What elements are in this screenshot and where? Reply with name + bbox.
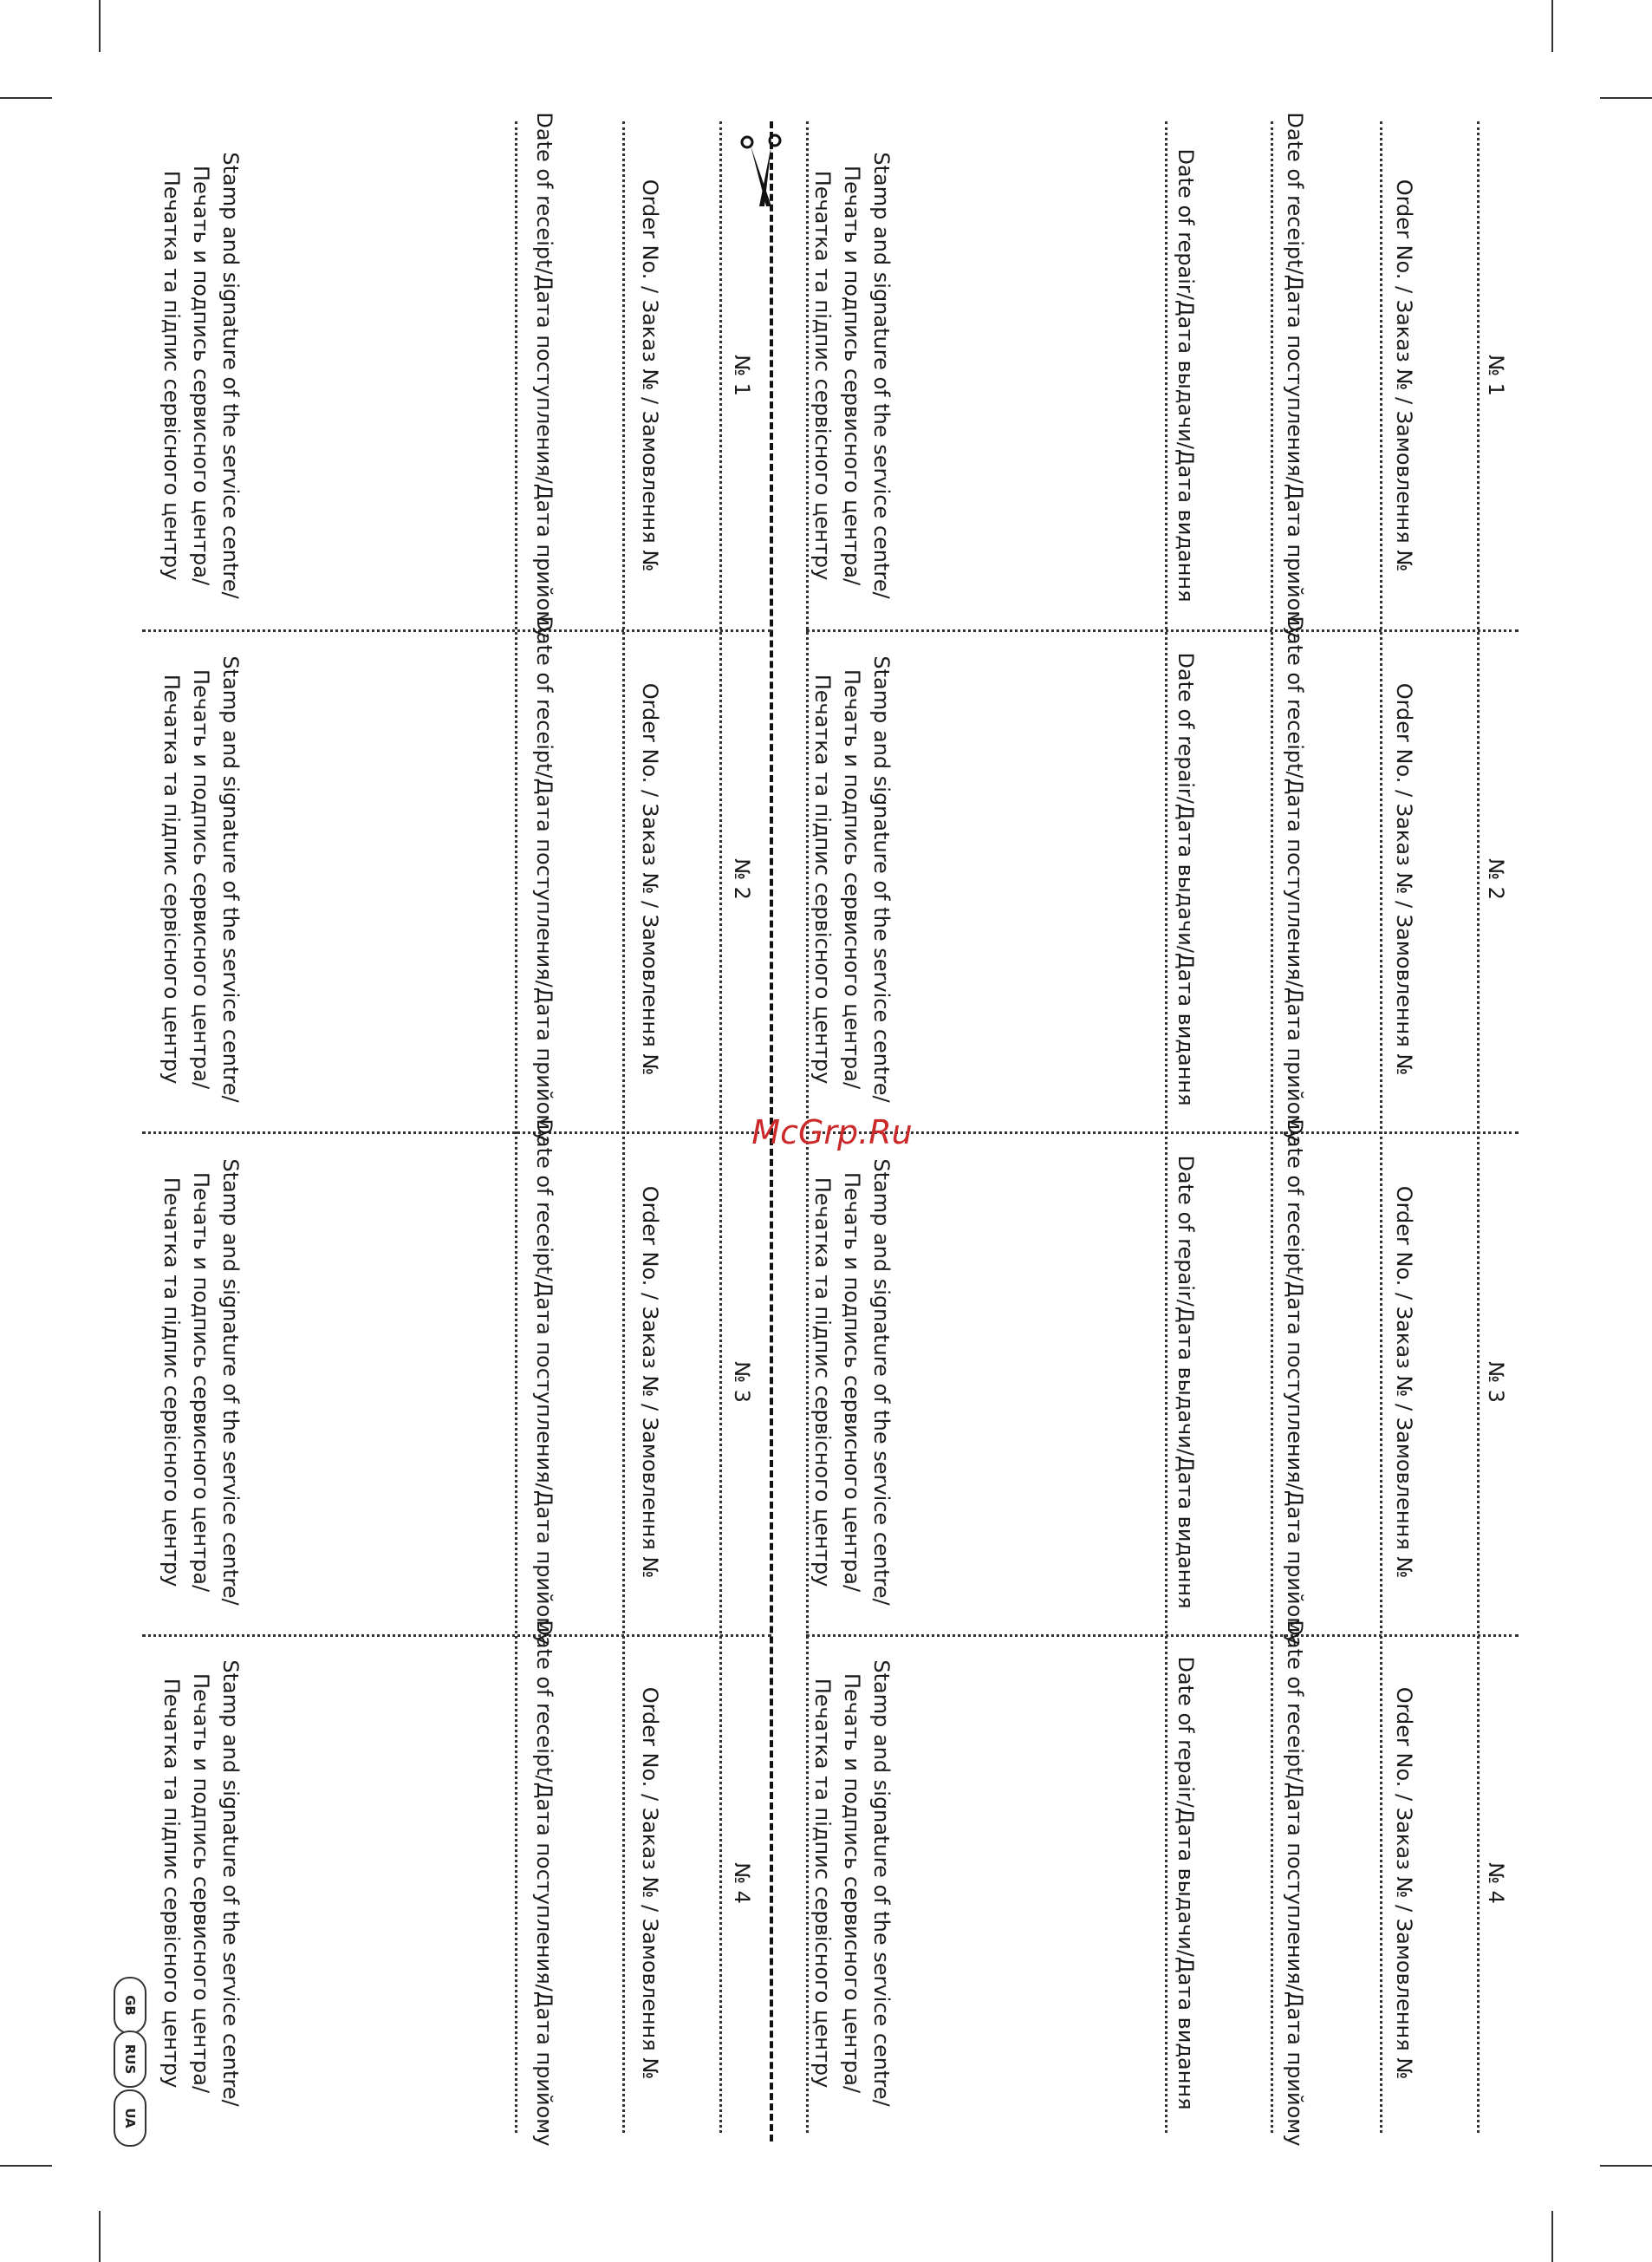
coupon-divider <box>806 1634 1519 1637</box>
language-badge-rus: RUS <box>114 2031 146 2088</box>
order-no-label: Order No. / Заказ № / Замовлення № <box>1392 179 1416 572</box>
language-badge-ua: UA <box>114 2089 146 2147</box>
order-no-label: Order No. / Заказ № / Замовлення № <box>1392 1686 1416 2080</box>
date-of-receipt-label: Date of receipt/Дата поступления/Дата прийому <box>1283 1118 1307 1646</box>
language-badge-gb: GB <box>114 1977 146 2034</box>
dotted-rule <box>622 121 625 2133</box>
stamp-signature-label: Stamp and signature of the service centre/ Печать и подпись сервисного центра/ Печатка та підпис сервісного центру <box>810 1659 894 2107</box>
coupon-number: № 3 <box>1484 1361 1508 1403</box>
coupon-number: № 2 <box>730 858 754 900</box>
date-of-receipt-label: Date of receipt/Дата поступления/Дата прийому <box>532 616 556 1143</box>
order-no-label: Order No. / Заказ № / Замовлення № <box>638 682 662 1076</box>
stamp-signature-label: Stamp and signature of the service centre/ Печать и подпись сервисного центра/ Печатка та підпис сервісного центру <box>159 1659 243 2107</box>
date-of-receipt-label: Date of receipt/Дата поступления/Дата прийому <box>532 1118 556 1646</box>
date-of-receipt-label: Date of receipt/Дата поступления/Дата прийому <box>1283 112 1307 639</box>
dotted-rule <box>1165 121 1167 2133</box>
dotted-rule <box>1477 121 1480 2133</box>
coupon-divider <box>142 1634 771 1637</box>
stamp-signature-label: Stamp and signature of the service centre/ Печать и подпись сервисного центра/ Печатка та підпис сервісного центру <box>159 655 243 1103</box>
date-of-receipt-label: Date of receipt/Дата поступления/Дата прийому <box>1283 1620 1307 2147</box>
date-of-repair-label: Date of repair/Дата выдачи/Дата видання <box>1174 1155 1198 1609</box>
stamp-signature-label: Stamp and signature of the service centre/ Печать и подпись сервисного центра/ Печатка та підпис сервісного центру <box>810 1158 894 1606</box>
coupon-divider <box>806 1131 1519 1134</box>
crop-mark <box>0 97 52 99</box>
dotted-rule <box>1271 121 1273 2133</box>
crop-mark <box>0 2165 52 2167</box>
crop-mark <box>99 2211 101 2262</box>
crop-mark <box>1551 0 1553 52</box>
coupon-divider <box>142 1131 771 1134</box>
stamp-signature-label: Stamp and signature of the service centre/ Печать и подпись сервисного центра/ Печатка та підпис сервісного центру <box>159 1158 243 1606</box>
coupon-number: № 1 <box>1484 355 1508 396</box>
dotted-rule <box>719 121 722 2133</box>
dotted-rule <box>515 121 517 2133</box>
coupon-number: № 2 <box>1484 858 1508 900</box>
dotted-rule <box>1380 121 1382 2133</box>
coupon-number: № 4 <box>1484 1862 1508 1904</box>
date-of-receipt-label: Date of receipt/Дата поступления/Дата прийому <box>532 112 556 639</box>
stamp-signature-label: Stamp and signature of the service centre/ Печать и подпись сервисного центра/ Печатка та підпис сервісного центру <box>810 152 894 599</box>
order-no-label: Order No. / Заказ № / Замовлення № <box>1392 682 1416 1076</box>
coupon-divider <box>142 629 771 632</box>
stamp-signature-label: Stamp and signature of the service centre/ Печать и подпись сервисного центра/ Печатка та підпис сервісного центру <box>810 655 894 1103</box>
scissors-icon <box>737 132 789 212</box>
coupon-divider <box>806 629 1519 632</box>
coupon-number: № 3 <box>730 1361 754 1403</box>
order-no-label: Order No. / Заказ № / Замовлення № <box>638 179 662 572</box>
order-no-label: Order No. / Заказ № / Замовлення № <box>1392 1185 1416 1579</box>
crop-mark <box>1600 97 1652 99</box>
crop-mark <box>1600 2165 1652 2167</box>
coupon-number: № 1 <box>730 355 754 396</box>
order-no-label: Order No. / Заказ № / Замовлення № <box>638 1686 662 2080</box>
crop-mark <box>99 0 101 52</box>
crop-mark <box>1551 2211 1553 2262</box>
date-of-repair-label: Date of repair/Дата выдачи/Дата видання <box>1174 1656 1198 2110</box>
stamp-signature-label: Stamp and signature of the service centre/ Печать и подпись сервисного центра/ Печатка та підпис сервісного центру <box>159 152 243 599</box>
order-no-label: Order No. / Заказ № / Замовлення № <box>638 1185 662 1579</box>
watermark: McGrp.Ru <box>751 1113 913 1151</box>
date-of-receipt-label: Date of receipt/Дата поступления/Дата прийому <box>1283 616 1307 1143</box>
date-of-repair-label: Date of repair/Дата выдачи/Дата видання <box>1174 652 1198 1106</box>
coupon-number: № 4 <box>730 1862 754 1904</box>
date-of-receipt-label: Date of receipt/Дата поступления/Дата прийому <box>532 1620 556 2147</box>
date-of-repair-label: Date of repair/Дата выдачи/Дата видання <box>1174 148 1198 603</box>
